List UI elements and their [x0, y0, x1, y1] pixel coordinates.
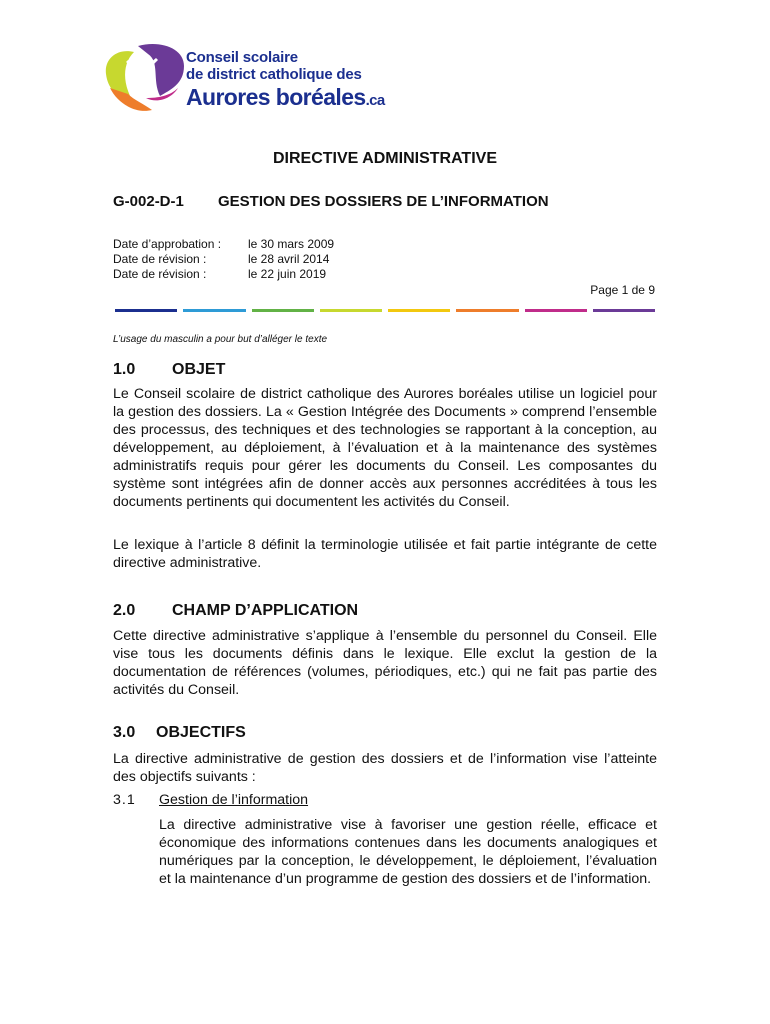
date-row — [113, 237, 334, 252]
section-title: OBJET — [172, 361, 226, 378]
color-segment — [593, 309, 655, 312]
logo-brand: Aurores boréales — [186, 84, 366, 110]
color-segment — [456, 309, 518, 312]
date-value: le 22 juin 2019 — [248, 267, 327, 281]
logo-line-2: de district catholique des — [186, 66, 362, 83]
directive-code: G-002-D-1 — [113, 193, 184, 210]
paragraph: Le Conseil scolaire de district catholique des Aurores boréales utilise un logiciel pour la gestion des dossiers. La « Gestion Intégrée des Documents » comprend l’ensemble des processus, des techniques et des technologies se rapportant à la conception, au développement, au déploiement, à l’évaluation et à la maintenance des systèmes administratifs requis pour gérer les documents du Conseil. Les composantes du système sont intégrées afin de donner accès aux personnes accréditées à tous les documents pertinents qui documentent les activités du Conseil. — [113, 386, 657, 510]
section-title: CHAMP D’APPLICATION — [172, 602, 359, 619]
document-title: DIRECTIVE ADMINISTRATIVE — [272, 150, 497, 167]
section-heading-champ — [113, 602, 358, 620]
dates-block — [113, 237, 334, 282]
color-segment — [115, 309, 177, 312]
date-label: Date de révision : — [113, 252, 207, 266]
color-segment — [320, 309, 382, 312]
paragraph: Le lexique à l’article 8 définit la terminologie utilisée et fait partie intégrante de cette directive administrative. — [113, 537, 657, 571]
logo-text — [186, 50, 385, 109]
date-row — [113, 267, 334, 282]
date-label: Date de révision : — [113, 267, 207, 281]
subsection-number: 3.1 — [113, 792, 136, 808]
logo-line-1: Conseil scolaire — [186, 49, 298, 66]
color-segment — [252, 309, 314, 312]
color-segment — [525, 309, 587, 312]
color-segment — [388, 309, 450, 312]
directive-subject: GESTION DES DOSSIERS DE L’INFORMATION — [218, 193, 549, 210]
section-title: OBJECTIFS — [156, 724, 246, 741]
date-row — [113, 252, 334, 267]
date-label: Date d’approbation : — [113, 237, 222, 251]
logo-line-3 — [186, 86, 385, 109]
logo — [100, 40, 390, 120]
logo-emblem-icon — [100, 40, 190, 120]
color-segment — [183, 309, 245, 312]
section-number: 1.0 — [113, 361, 136, 378]
date-value: le 30 mars 2009 — [248, 237, 335, 251]
section-number: 3.0 — [113, 724, 136, 741]
date-value: le 28 avril 2014 — [248, 252, 330, 266]
section-heading-objectifs — [113, 724, 246, 742]
section-heading-objet — [113, 361, 225, 379]
page-number: Page 1 de 9 — [590, 283, 655, 297]
gender-note: L’usage du masculin a pour but d’alléger le texte — [113, 334, 328, 345]
subsection-title: Gestion de l’information — [159, 792, 309, 808]
subsection-paragraph: La directive administrative vise à favoriser une gestion réelle, efficace et économique des informations contenues dans les documents analogiques et numériques par la conception, le développement, le déploiement, l’évaluation et la maintenance d’un programme de gestion des dossiers et de l’information. — [159, 817, 657, 887]
color-divider — [115, 309, 655, 312]
logo-suffix: .ca — [365, 92, 385, 109]
section-number: 2.0 — [113, 602, 136, 619]
paragraph: Cette directive administrative s’applique à l’ensemble du personnel du Conseil. Elle vise tous les documents définis dans le lexique. Elle exclut la gestion de la documentation de références (volumes, périodiques, etc.) qui ne fait pas partie des activités du Conseil. — [113, 628, 657, 698]
paragraph: La directive administrative de gestion des dossiers et de l’information vise l’atteinte des objectifs suivants : — [113, 751, 657, 785]
